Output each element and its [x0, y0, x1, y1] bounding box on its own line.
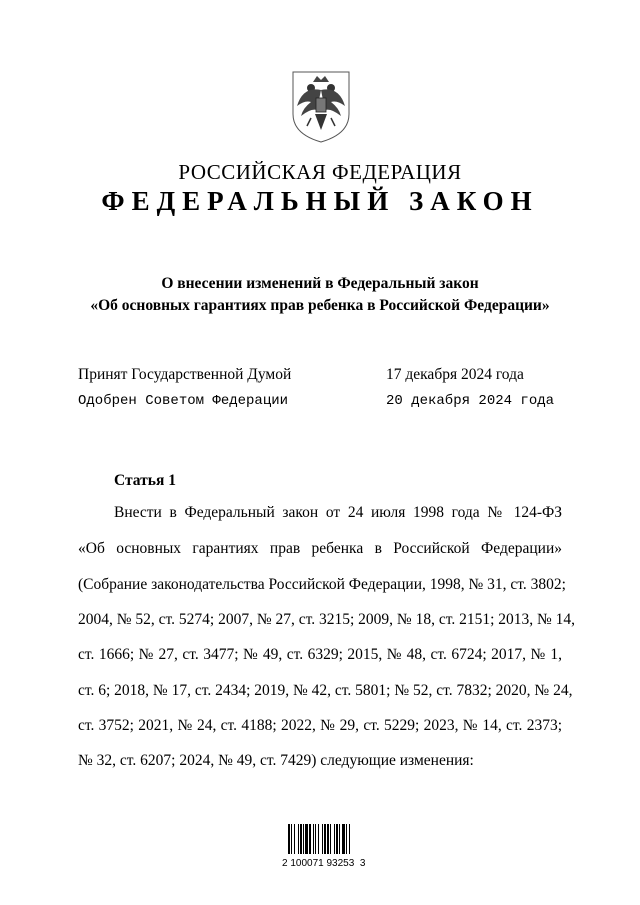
barcode-bar: [309, 824, 311, 854]
body-text-line: 2004, № 52, ст. 5274; 2007, № 27, ст. 3215; 2009, № 18, ст. 2151; 2013, № 14,: [78, 611, 576, 628]
barcode-bar: [330, 824, 331, 854]
article-heading: Статья 1: [114, 472, 176, 489]
law-title-line-1: О внесении изменений в Федеральный закон: [161, 275, 479, 292]
barcode-bar: [342, 824, 345, 854]
barcode-bar: [294, 824, 295, 854]
barcode-bar: [339, 824, 340, 854]
barcode-bar: [313, 824, 314, 854]
barcode-bar: [288, 824, 290, 854]
body-text-line: (Собрание законодательства Российской Федерации, 1998, № 31, ст. 3802;: [78, 576, 566, 593]
barcode-bar: [324, 824, 326, 854]
body-text-line: ст. 1666; № 27, ст. 3477; № 49, ст. 6329; 2015, № 48, ст. 6724; 2017, № 1,: [78, 646, 562, 663]
barcode-bar: [322, 824, 323, 854]
law-title-line-2: «Об основных гарантиях прав ребенка в Российской Федерации»: [90, 297, 550, 314]
barcode-bar: [315, 824, 316, 854]
barcode-bar: [291, 824, 292, 854]
barcode-bar: [334, 824, 335, 854]
law-type-heading: ФЕДЕРАЛЬНЫЙ ЗАКОН: [101, 186, 539, 216]
coat-of-arms-icon: [289, 68, 353, 144]
body-text-line: «Об основных гарантиях прав ребенка в Российской Федерации»: [78, 540, 562, 557]
barcode-bar: [305, 824, 308, 854]
body-text-line: ст. 3752; 2021, № 24, ст. 4188; 2022, № 29, ст. 5229; 2023, № 14, ст. 2373;: [78, 717, 562, 734]
barcode-number: 2 100071 93253 3: [282, 858, 366, 869]
barcode-bar: [349, 824, 350, 854]
barcode-bar: [336, 824, 338, 854]
barcode-bar: [327, 824, 329, 854]
body-text-line: Внести в Федеральный закон от 24 июля 1998 года № 124-ФЗ: [114, 504, 562, 521]
body-text-line: № 32, ст. 6207; 2024, № 49, ст. 7429) следующие изменения:: [78, 752, 474, 769]
barcode-bar: [346, 824, 347, 854]
adopted-label: Принят Государственной Думой: [78, 366, 292, 383]
body-text-line: ст. 6; 2018, № 17, ст. 2434; 2019, № 42, ст. 5801; № 52, ст. 7832; 2020, № 24,: [78, 682, 573, 699]
barcode-bar: [303, 824, 304, 854]
barcode-bar: [298, 824, 299, 854]
country-heading: РОССИЙСКАЯ ФЕДЕРАЦИЯ: [178, 160, 462, 184]
adopted-date: 17 декабря 2024 года: [386, 366, 524, 383]
approved-label: Одобрен Советом Федерации: [78, 393, 289, 409]
barcode-bar: [318, 824, 319, 854]
barcode-icon: [286, 820, 370, 856]
approved-date: 20 декабря 2024 года: [386, 393, 555, 409]
barcode-bar: [300, 824, 302, 854]
